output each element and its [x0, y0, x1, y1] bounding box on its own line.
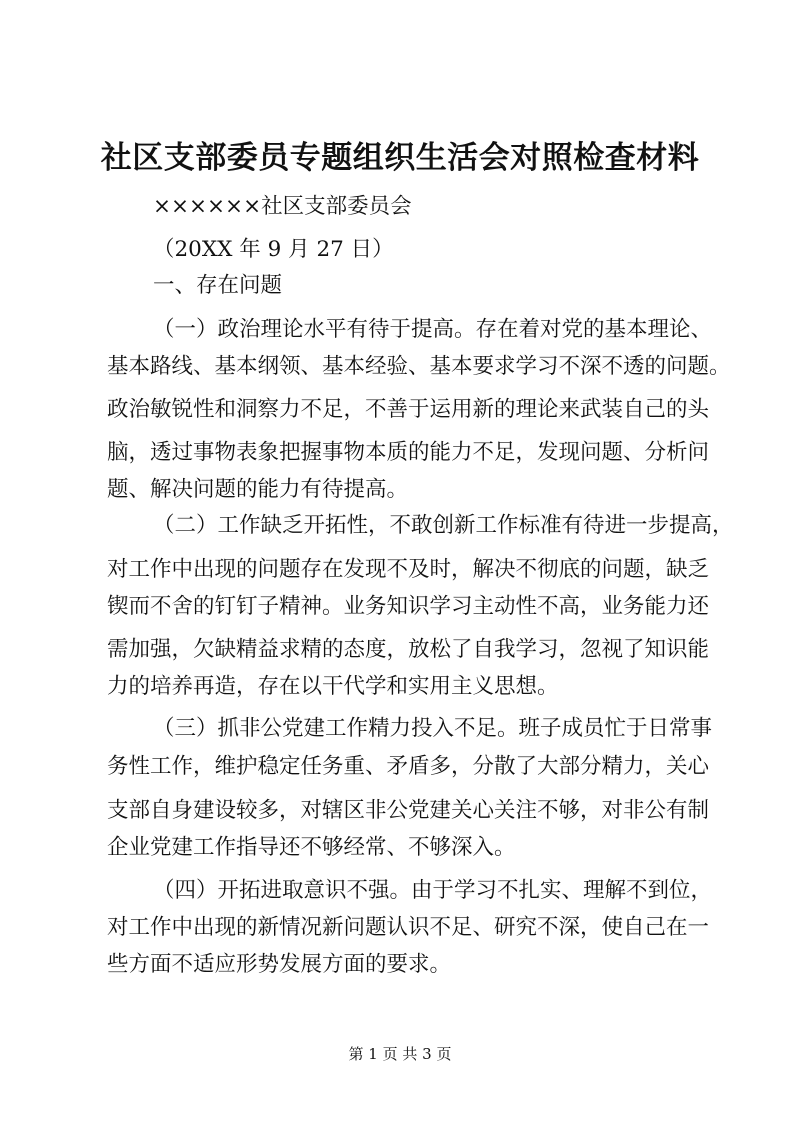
paragraph-line: 需加强，欠缺精益求精的态度，放松了自我学习，忽视了知识能 — [107, 637, 710, 662]
paragraph-line: （一）政治理论水平有待于提高。存在着对党的基本理论、 — [153, 317, 713, 342]
paragraph-line: 锲而不舍的钉钉子精神。业务知识学习主动性不高，业务能力还 — [107, 594, 710, 619]
paragraph-line: 务性工作，维护稳定任务重、矛盾多，分散了大部分精力，关心 — [107, 754, 710, 779]
paragraph-line: （三）抓非公党建工作精力投入不足。班子成员忙于日常事 — [153, 716, 713, 741]
page-footer: 第 1 页 共 3 页 — [348, 1045, 452, 1063]
paragraph-line: 些方面不适应形势发展方面的要求。 — [107, 952, 452, 977]
section-heading: 一、存在问题 — [153, 273, 283, 298]
paragraph-line: （二）工作缺乏开拓性，不敢创新工作标准有待进一步提高， — [153, 513, 734, 538]
paragraph-line: 题、解决问题的能力有待提高。 — [107, 477, 409, 502]
paragraph-line: 对工作中出现的问题存在发现不及时，解决不彻底的问题，缺乏 — [107, 557, 710, 582]
date-line: （20XX 年 9 月 27 日） — [153, 237, 394, 262]
paragraph-line: 力的培养再造，存在以干代学和实用主义思想。 — [107, 674, 559, 699]
organization-line: ××××××社区支部委员会 — [153, 194, 412, 219]
paragraph-line: 基本路线、基本纲领、基本经验、基本要求学习不深不透的问题。 — [107, 354, 731, 379]
document-title: 社区支部委员专题组织生活会对照检查材料 — [100, 140, 700, 176]
paragraph-line: 脑，透过事物表象把握事物本质的能力不足，发现问题、分析问 — [107, 440, 710, 465]
paragraph-line: （四）开拓进取意识不强。由于学习不扎实、理解不到位， — [153, 878, 713, 903]
paragraph-line: 支部自身建设较多，对辖区非公党建关心关注不够，对非公有制 — [107, 798, 710, 823]
paragraph-line: 对工作中出现的新情况新问题认识不足、研究不深，使自己在一 — [107, 915, 710, 940]
paragraph-line: 政治敏锐性和洞察力不足，不善于运用新的理论来武装自己的头 — [107, 397, 710, 422]
paragraph-line: 企业党建工作指导还不够经常、不够深入。 — [107, 835, 516, 860]
